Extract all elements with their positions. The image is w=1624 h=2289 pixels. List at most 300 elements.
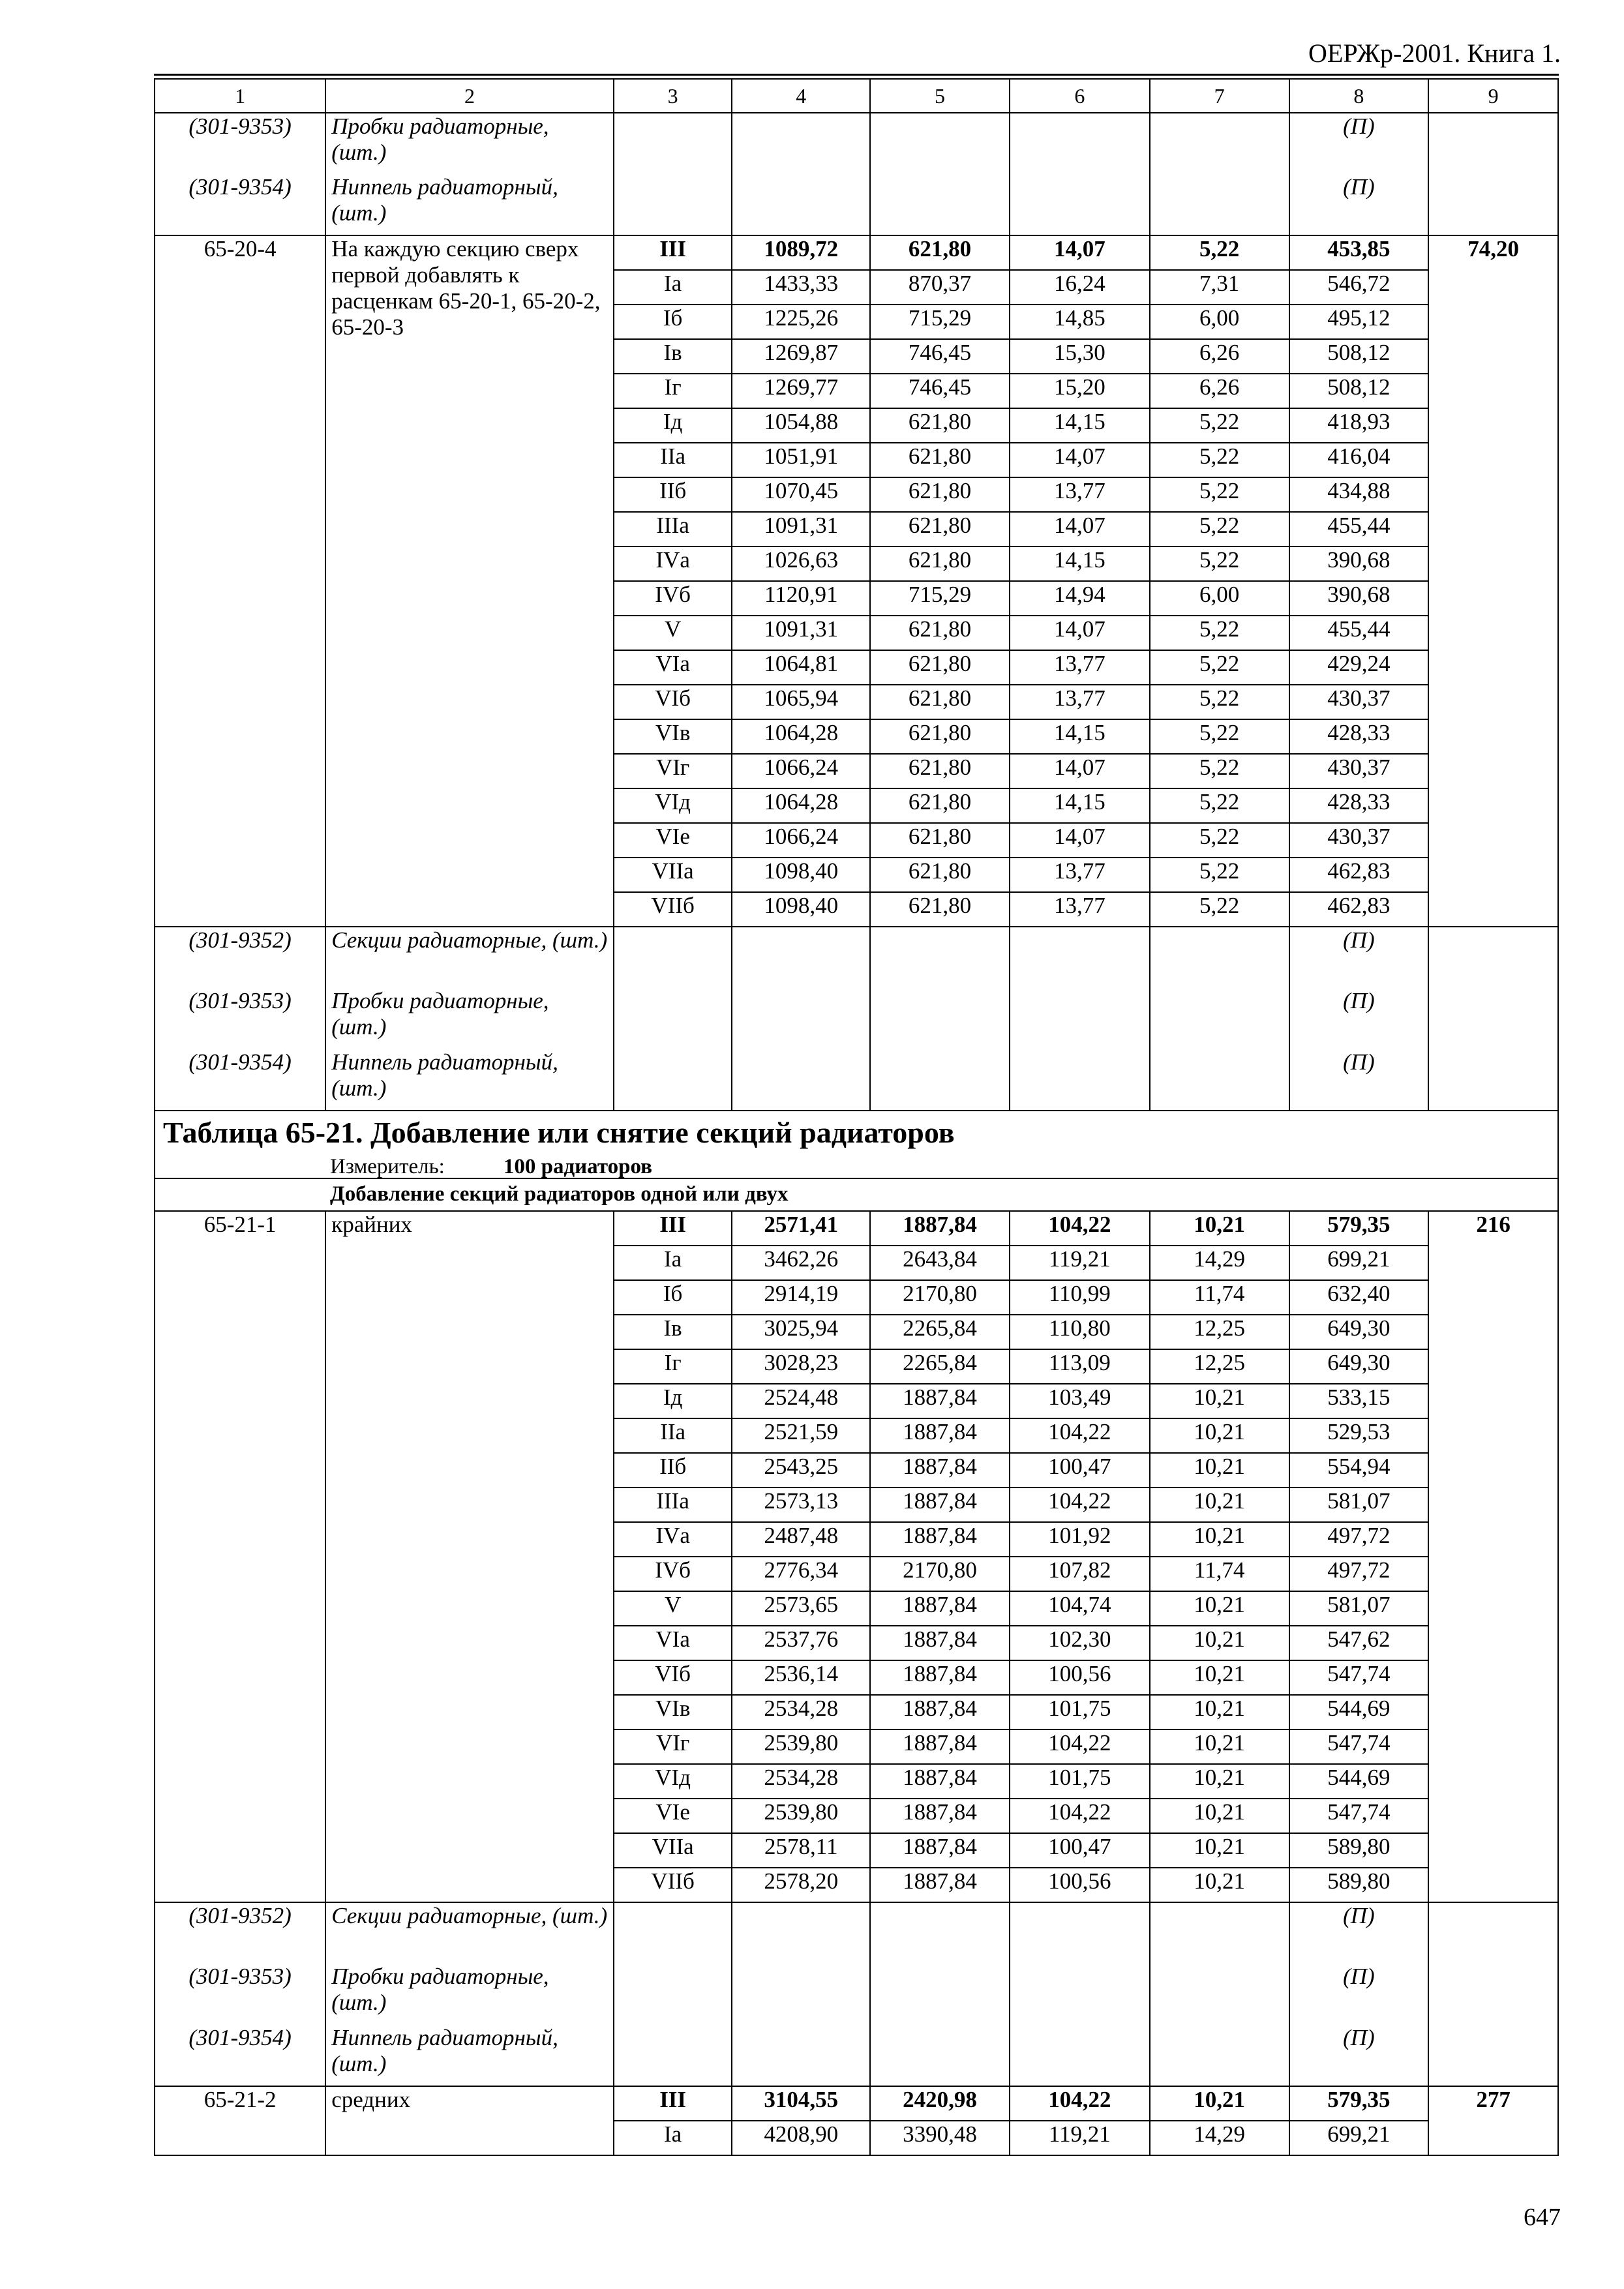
zone-label: III bbox=[614, 2086, 732, 2121]
rate-value: 1120,91 bbox=[732, 581, 870, 616]
rate-value: 428,33 bbox=[1289, 719, 1429, 754]
rate-value: 1887,84 bbox=[870, 1591, 1010, 1626]
rate-value: 2170,80 bbox=[870, 1557, 1010, 1591]
rate-value: 2534,28 bbox=[732, 1764, 870, 1799]
material-code: (301-9353) bbox=[155, 1964, 325, 2025]
rate-value: 508,12 bbox=[1289, 374, 1429, 408]
rate-row bbox=[155, 235, 1558, 270]
zone-label: VIIа bbox=[614, 1833, 732, 1868]
rate-value: 5,22 bbox=[1150, 512, 1289, 546]
rate-value: 533,15 bbox=[1289, 1384, 1429, 1418]
zone-label: VIв bbox=[614, 1695, 732, 1729]
rate-value: 5,22 bbox=[1150, 685, 1289, 719]
rate-value: 429,24 bbox=[1289, 650, 1429, 685]
zone-label: IVа bbox=[614, 1522, 732, 1557]
rate-value: 418,93 bbox=[1289, 408, 1429, 443]
zone-label: VIг bbox=[614, 754, 732, 788]
column-header: 9 bbox=[1428, 79, 1558, 113]
rate-value: 14,07 bbox=[1010, 754, 1150, 788]
header-rule bbox=[154, 74, 1559, 76]
rate-value: 546,72 bbox=[1289, 270, 1429, 305]
rate-value: 13,77 bbox=[1010, 685, 1150, 719]
rate-value: 15,20 bbox=[1010, 374, 1150, 408]
empty-cell bbox=[870, 113, 1010, 174]
rate-value: 746,45 bbox=[870, 339, 1010, 374]
empty-cell bbox=[1428, 1902, 1558, 1964]
rate-value: 430,37 bbox=[1289, 823, 1429, 858]
material-name: Пробки радиаторные, (шт.) bbox=[325, 113, 614, 174]
zone-label: IIб bbox=[614, 1453, 732, 1488]
rate-value: 14,29 bbox=[1150, 2121, 1289, 2155]
rate-value: 14,15 bbox=[1010, 788, 1150, 823]
rate-value: 621,80 bbox=[870, 719, 1010, 754]
rate-value: 2571,41 bbox=[732, 1211, 870, 1246]
rates-table bbox=[154, 78, 1559, 2156]
rate-value: 1887,84 bbox=[870, 1626, 1010, 1660]
rate-value: 2539,80 bbox=[732, 1799, 870, 1833]
rate-value: 1887,84 bbox=[870, 1695, 1010, 1729]
rate-value: 581,07 bbox=[1289, 1488, 1429, 1522]
rate-value: 14,07 bbox=[1010, 512, 1150, 546]
column-header-row bbox=[155, 79, 1558, 113]
rate-value: 101,75 bbox=[1010, 1695, 1150, 1729]
rate-value: 2170,80 bbox=[870, 1280, 1010, 1315]
material-value: (П) bbox=[1289, 113, 1429, 174]
rate-value: 10,21 bbox=[1150, 1384, 1289, 1418]
empty-cell bbox=[1150, 1049, 1289, 1111]
zone-label: IIа bbox=[614, 443, 732, 477]
rate-value: 579,35 bbox=[1289, 2086, 1429, 2121]
rate-description: крайних bbox=[325, 1211, 614, 1902]
material-name: Пробки радиаторные, (шт.) bbox=[325, 1964, 614, 2025]
empty-cell bbox=[732, 1049, 870, 1111]
empty-cell bbox=[1150, 2025, 1289, 2086]
zone-label: Iд bbox=[614, 408, 732, 443]
rate-value: 6,00 bbox=[1150, 305, 1289, 339]
material-row bbox=[155, 1964, 1558, 2025]
table-title-cell bbox=[155, 1111, 1558, 1156]
material-row bbox=[155, 1902, 1558, 1964]
rate-value: 621,80 bbox=[870, 443, 1010, 477]
rate-value: 589,80 bbox=[1289, 1868, 1429, 1902]
rate-code: 65-21-1 bbox=[155, 1211, 325, 1902]
rate-value: 2265,84 bbox=[870, 1315, 1010, 1349]
rate-value: 104,22 bbox=[1010, 2086, 1150, 2121]
rate-value: 6,00 bbox=[1150, 581, 1289, 616]
rate-value: 1098,40 bbox=[732, 858, 870, 892]
rate-value: 1887,84 bbox=[870, 1799, 1010, 1833]
rate-value: 5,22 bbox=[1150, 788, 1289, 823]
empty-cell bbox=[732, 113, 870, 174]
empty-cell bbox=[1428, 1964, 1558, 2025]
rate-value: 100,47 bbox=[1010, 1833, 1150, 1868]
subtitle-cell bbox=[155, 1178, 1558, 1211]
empty-cell bbox=[1428, 2025, 1558, 2086]
rate-value: 10,21 bbox=[1150, 1418, 1289, 1453]
rate-value: 649,30 bbox=[1289, 1349, 1429, 1384]
rate-row bbox=[155, 2086, 1558, 2121]
rate-value: 7,31 bbox=[1150, 270, 1289, 305]
zone-label: VIв bbox=[614, 719, 732, 754]
rate-value: 2536,14 bbox=[732, 1660, 870, 1695]
rate-value: 10,21 bbox=[1150, 1868, 1289, 1902]
empty-cell bbox=[1428, 174, 1558, 235]
rate-value: 430,37 bbox=[1289, 754, 1429, 788]
rate-value: 10,21 bbox=[1150, 1591, 1289, 1626]
empty-cell bbox=[614, 174, 732, 235]
empty-cell bbox=[870, 988, 1010, 1049]
rate-value: 104,74 bbox=[1010, 1591, 1150, 1626]
rate-value: 5,22 bbox=[1150, 858, 1289, 892]
rate-value: 119,21 bbox=[1010, 2121, 1150, 2155]
table-subtitle: Добавление секций радиаторов одной или двух bbox=[330, 1182, 789, 1206]
zone-label: VIб bbox=[614, 685, 732, 719]
rate-value: 2776,34 bbox=[732, 1557, 870, 1591]
column-header: 1 bbox=[155, 79, 325, 113]
rate-value: 2573,13 bbox=[732, 1488, 870, 1522]
rate-value: 1887,84 bbox=[870, 1833, 1010, 1868]
empty-cell bbox=[1428, 113, 1558, 174]
empty-cell bbox=[1428, 1049, 1558, 1111]
material-value: (П) bbox=[1289, 1964, 1429, 2025]
rate-value: 746,45 bbox=[870, 374, 1010, 408]
rate-value: 462,83 bbox=[1289, 858, 1429, 892]
rate-value: 5,22 bbox=[1150, 235, 1289, 270]
empty-cell bbox=[1010, 174, 1150, 235]
rate-value: 6,26 bbox=[1150, 339, 1289, 374]
rate-value: 1064,28 bbox=[732, 788, 870, 823]
rate-value: 104,22 bbox=[1010, 1418, 1150, 1453]
rate-value: 16,24 bbox=[1010, 270, 1150, 305]
rate-row bbox=[155, 1211, 1558, 1246]
zone-label: IIIа bbox=[614, 512, 732, 546]
rate-value: 497,72 bbox=[1289, 1522, 1429, 1557]
rate-value: 1433,33 bbox=[732, 270, 870, 305]
empty-cell bbox=[1150, 988, 1289, 1049]
rate-value: 2537,76 bbox=[732, 1626, 870, 1660]
rate-value: 1098,40 bbox=[732, 892, 870, 927]
empty-cell bbox=[614, 113, 732, 174]
rate-value: 5,22 bbox=[1150, 892, 1289, 927]
zone-label: VIа bbox=[614, 650, 732, 685]
rate-code: 65-20-4 bbox=[155, 235, 325, 927]
zone-label: III bbox=[614, 235, 732, 270]
rate-description: средних bbox=[325, 2086, 614, 2155]
material-code: (301-9353) bbox=[155, 113, 325, 174]
rate-value: 10,21 bbox=[1150, 1660, 1289, 1695]
material-name: Ниппель радиаторный, (шт.) bbox=[325, 2025, 614, 2086]
rate-value: 10,21 bbox=[1150, 1626, 1289, 1660]
rate-value: 462,83 bbox=[1289, 892, 1429, 927]
zone-label: Iб bbox=[614, 1280, 732, 1315]
rate-value: 13,77 bbox=[1010, 650, 1150, 685]
rate-value: 5,22 bbox=[1150, 823, 1289, 858]
rate-value: 544,69 bbox=[1289, 1764, 1429, 1799]
rate-value: 1269,87 bbox=[732, 339, 870, 374]
rate-value: 455,44 bbox=[1289, 616, 1429, 650]
rate-value: 3028,23 bbox=[732, 1349, 870, 1384]
rate-value: 3390,48 bbox=[870, 2121, 1010, 2155]
rate-value: 110,99 bbox=[1010, 1280, 1150, 1315]
rate-value: 101,75 bbox=[1010, 1764, 1150, 1799]
rate-value: 621,80 bbox=[870, 546, 1010, 581]
material-code: (301-9353) bbox=[155, 988, 325, 1049]
rate-value: 10,21 bbox=[1150, 1211, 1289, 1246]
rate-value: 104,22 bbox=[1010, 1799, 1150, 1833]
rate-value: 621,80 bbox=[870, 858, 1010, 892]
rate-value: 100,56 bbox=[1010, 1660, 1150, 1695]
rate-value: 10,21 bbox=[1150, 1695, 1289, 1729]
rate-value: 14,15 bbox=[1010, 546, 1150, 581]
empty-cell bbox=[870, 1902, 1010, 1964]
rate-value: 1887,84 bbox=[870, 1211, 1010, 1246]
empty-cell bbox=[1428, 927, 1558, 988]
measure-cell bbox=[155, 1156, 1558, 1178]
rate-value: 14,07 bbox=[1010, 616, 1150, 650]
rate-value: 6,26 bbox=[1150, 374, 1289, 408]
column-header: 4 bbox=[732, 79, 870, 113]
table-title: Таблица 65-21. Добавление или снятие секций радиаторов bbox=[163, 1116, 955, 1149]
empty-cell bbox=[1010, 1049, 1150, 1111]
rate-value: 621,80 bbox=[870, 650, 1010, 685]
zone-label: IVб bbox=[614, 1557, 732, 1591]
measure-row bbox=[155, 1156, 1558, 1178]
rate-value: 103,49 bbox=[1010, 1384, 1150, 1418]
rate-value: 621,80 bbox=[870, 477, 1010, 512]
empty-cell bbox=[1150, 1964, 1289, 2025]
material-row bbox=[155, 174, 1558, 235]
rate-value: 2265,84 bbox=[870, 1349, 1010, 1384]
rate-value: 3462,26 bbox=[732, 1246, 870, 1280]
rate-value: 547,74 bbox=[1289, 1729, 1429, 1764]
material-code: (301-9352) bbox=[155, 927, 325, 988]
rate-value: 1887,84 bbox=[870, 1764, 1010, 1799]
column-header: 2 bbox=[325, 79, 614, 113]
rate-code: 65-21-2 bbox=[155, 2086, 325, 2155]
material-row bbox=[155, 1049, 1558, 1111]
material-name: Пробки радиаторные, (шт.) bbox=[325, 988, 614, 1049]
labor-cost: 216 bbox=[1428, 1211, 1558, 1902]
column-header: 5 bbox=[870, 79, 1010, 113]
empty-cell bbox=[870, 1049, 1010, 1111]
rate-value: 2578,20 bbox=[732, 1868, 870, 1902]
rate-value: 547,62 bbox=[1289, 1626, 1429, 1660]
empty-cell bbox=[1010, 1964, 1150, 2025]
empty-cell bbox=[1010, 927, 1150, 988]
empty-cell bbox=[870, 1964, 1010, 2025]
rate-value: 497,72 bbox=[1289, 1557, 1429, 1591]
empty-cell bbox=[614, 1964, 732, 2025]
rate-value: 5,22 bbox=[1150, 546, 1289, 581]
empty-cell bbox=[614, 1902, 732, 1964]
rate-value: 2524,48 bbox=[732, 1384, 870, 1418]
zone-label: VIд bbox=[614, 788, 732, 823]
rate-value: 554,94 bbox=[1289, 1453, 1429, 1488]
subtitle-row bbox=[155, 1178, 1558, 1211]
column-header: 7 bbox=[1150, 79, 1289, 113]
material-value: (П) bbox=[1289, 2025, 1429, 2086]
page-number: 647 bbox=[1524, 2204, 1561, 2231]
rate-value: 110,80 bbox=[1010, 1315, 1150, 1349]
rate-value: 495,12 bbox=[1289, 305, 1429, 339]
material-code: (301-9354) bbox=[155, 2025, 325, 2086]
rate-value: 4208,90 bbox=[732, 2121, 870, 2155]
rate-value: 10,21 bbox=[1150, 1453, 1289, 1488]
empty-cell bbox=[870, 927, 1010, 988]
zone-label: V bbox=[614, 1591, 732, 1626]
zone-label: Iб bbox=[614, 305, 732, 339]
rate-value: 2643,84 bbox=[870, 1246, 1010, 1280]
document-header-title: ОЕРЖр-2001. Книга 1. bbox=[1308, 38, 1561, 68]
rate-value: 870,37 bbox=[870, 270, 1010, 305]
rate-value: 13,77 bbox=[1010, 477, 1150, 512]
rate-value: 2487,48 bbox=[732, 1522, 870, 1557]
rate-value: 621,80 bbox=[870, 685, 1010, 719]
zone-label: IIб bbox=[614, 477, 732, 512]
rate-description: На каждую секцию сверх первой добавлять к расценкам 65-20-1, 65-20-2, 65-20-3 bbox=[325, 235, 614, 927]
rate-value: 14,07 bbox=[1010, 823, 1150, 858]
rate-value: 699,21 bbox=[1289, 1246, 1429, 1280]
rate-value: 104,22 bbox=[1010, 1211, 1150, 1246]
rate-value: 11,74 bbox=[1150, 1280, 1289, 1315]
zone-label: VIб bbox=[614, 1660, 732, 1695]
material-code: (301-9354) bbox=[155, 1049, 325, 1111]
rate-value: 428,33 bbox=[1289, 788, 1429, 823]
material-value: (П) bbox=[1289, 174, 1429, 235]
rate-value: 1065,94 bbox=[732, 685, 870, 719]
rate-value: 102,30 bbox=[1010, 1626, 1150, 1660]
empty-cell bbox=[614, 2025, 732, 2086]
rate-value: 1887,84 bbox=[870, 1453, 1010, 1488]
material-row bbox=[155, 927, 1558, 988]
rate-value: 15,30 bbox=[1010, 339, 1150, 374]
rate-value: 14,15 bbox=[1010, 719, 1150, 754]
empty-cell bbox=[1010, 1902, 1150, 1964]
rate-value: 13,77 bbox=[1010, 858, 1150, 892]
material-name: Секции радиаторные, (шт.) bbox=[325, 927, 614, 988]
empty-cell bbox=[1150, 113, 1289, 174]
rate-value: 2578,11 bbox=[732, 1833, 870, 1868]
rate-value: 621,80 bbox=[870, 754, 1010, 788]
zone-label: Iа bbox=[614, 270, 732, 305]
zone-label: IVб bbox=[614, 581, 732, 616]
zone-label: Iв bbox=[614, 339, 732, 374]
zone-label: VIе bbox=[614, 823, 732, 858]
rate-value: 101,92 bbox=[1010, 1522, 1150, 1557]
rate-value: 11,74 bbox=[1150, 1557, 1289, 1591]
rate-value: 529,53 bbox=[1289, 1418, 1429, 1453]
rate-value: 5,22 bbox=[1150, 616, 1289, 650]
empty-cell bbox=[1150, 1902, 1289, 1964]
zone-label: III bbox=[614, 1211, 732, 1246]
empty-cell bbox=[614, 927, 732, 988]
rate-value: 10,21 bbox=[1150, 1764, 1289, 1799]
rate-value: 1066,24 bbox=[732, 823, 870, 858]
zone-label: Iв bbox=[614, 1315, 732, 1349]
material-row bbox=[155, 988, 1558, 1049]
zone-label: V bbox=[614, 616, 732, 650]
empty-cell bbox=[1010, 2025, 1150, 2086]
material-code: (301-9354) bbox=[155, 174, 325, 235]
rate-value: 5,22 bbox=[1150, 719, 1289, 754]
rate-value: 13,77 bbox=[1010, 892, 1150, 927]
rate-value: 3104,55 bbox=[732, 2086, 870, 2121]
rate-value: 621,80 bbox=[870, 616, 1010, 650]
empty-cell bbox=[614, 1049, 732, 1111]
rate-value: 100,47 bbox=[1010, 1453, 1150, 1488]
rate-value: 10,21 bbox=[1150, 1488, 1289, 1522]
rate-value: 544,69 bbox=[1289, 1695, 1429, 1729]
rate-value: 113,09 bbox=[1010, 1349, 1150, 1384]
rate-value: 5,22 bbox=[1150, 408, 1289, 443]
rate-value: 1066,24 bbox=[732, 754, 870, 788]
rate-value: 2539,80 bbox=[732, 1729, 870, 1764]
rate-value: 10,21 bbox=[1150, 2086, 1289, 2121]
zone-label: Iа bbox=[614, 1246, 732, 1280]
rate-value: 1887,84 bbox=[870, 1660, 1010, 1695]
empty-cell bbox=[1010, 988, 1150, 1049]
rate-value: 2573,65 bbox=[732, 1591, 870, 1626]
rate-value: 547,74 bbox=[1289, 1799, 1429, 1833]
rate-value: 104,22 bbox=[1010, 1729, 1150, 1764]
rate-value: 1225,26 bbox=[732, 305, 870, 339]
empty-cell bbox=[870, 2025, 1010, 2086]
rate-value: 2534,28 bbox=[732, 1695, 870, 1729]
empty-cell bbox=[732, 174, 870, 235]
rate-value: 579,35 bbox=[1289, 1211, 1429, 1246]
material-name: Ниппель радиаторный, (шт.) bbox=[325, 1049, 614, 1111]
rate-value: 390,68 bbox=[1289, 546, 1429, 581]
empty-cell bbox=[732, 1964, 870, 2025]
rate-value: 10,21 bbox=[1150, 1522, 1289, 1557]
rate-value: 14,07 bbox=[1010, 235, 1150, 270]
empty-cell bbox=[1428, 988, 1558, 1049]
rate-value: 1064,81 bbox=[732, 650, 870, 685]
zone-label: VIа bbox=[614, 1626, 732, 1660]
empty-cell bbox=[732, 2025, 870, 2086]
rate-value: 104,22 bbox=[1010, 1488, 1150, 1522]
empty-cell bbox=[732, 1902, 870, 1964]
rate-value: 715,29 bbox=[870, 305, 1010, 339]
labor-cost: 277 bbox=[1428, 2086, 1558, 2155]
rate-value: 1054,88 bbox=[732, 408, 870, 443]
measure-line bbox=[160, 1156, 1552, 1178]
empty-cell bbox=[870, 174, 1010, 235]
rate-value: 621,80 bbox=[870, 512, 1010, 546]
rate-value: 1269,77 bbox=[732, 374, 870, 408]
rate-value: 547,74 bbox=[1289, 1660, 1429, 1695]
column-header: 3 bbox=[614, 79, 732, 113]
rate-value: 1089,72 bbox=[732, 235, 870, 270]
material-value: (П) bbox=[1289, 1049, 1429, 1111]
rate-value: 12,25 bbox=[1150, 1315, 1289, 1349]
rate-value: 589,80 bbox=[1289, 1833, 1429, 1868]
rate-value: 1887,84 bbox=[870, 1488, 1010, 1522]
rate-value: 14,94 bbox=[1010, 581, 1150, 616]
material-value: (П) bbox=[1289, 1902, 1429, 1964]
rate-value: 621,80 bbox=[870, 408, 1010, 443]
zone-label: IIIа bbox=[614, 1488, 732, 1522]
zone-label: VIIб bbox=[614, 892, 732, 927]
rate-value: 1091,31 bbox=[732, 616, 870, 650]
rate-value: 390,68 bbox=[1289, 581, 1429, 616]
rate-value: 1887,84 bbox=[870, 1418, 1010, 1453]
rate-value: 5,22 bbox=[1150, 650, 1289, 685]
material-value: (П) bbox=[1289, 927, 1429, 988]
rate-value: 1091,31 bbox=[732, 512, 870, 546]
rate-value: 14,85 bbox=[1010, 305, 1150, 339]
measure-label: Измеритель: bbox=[330, 1155, 445, 1178]
